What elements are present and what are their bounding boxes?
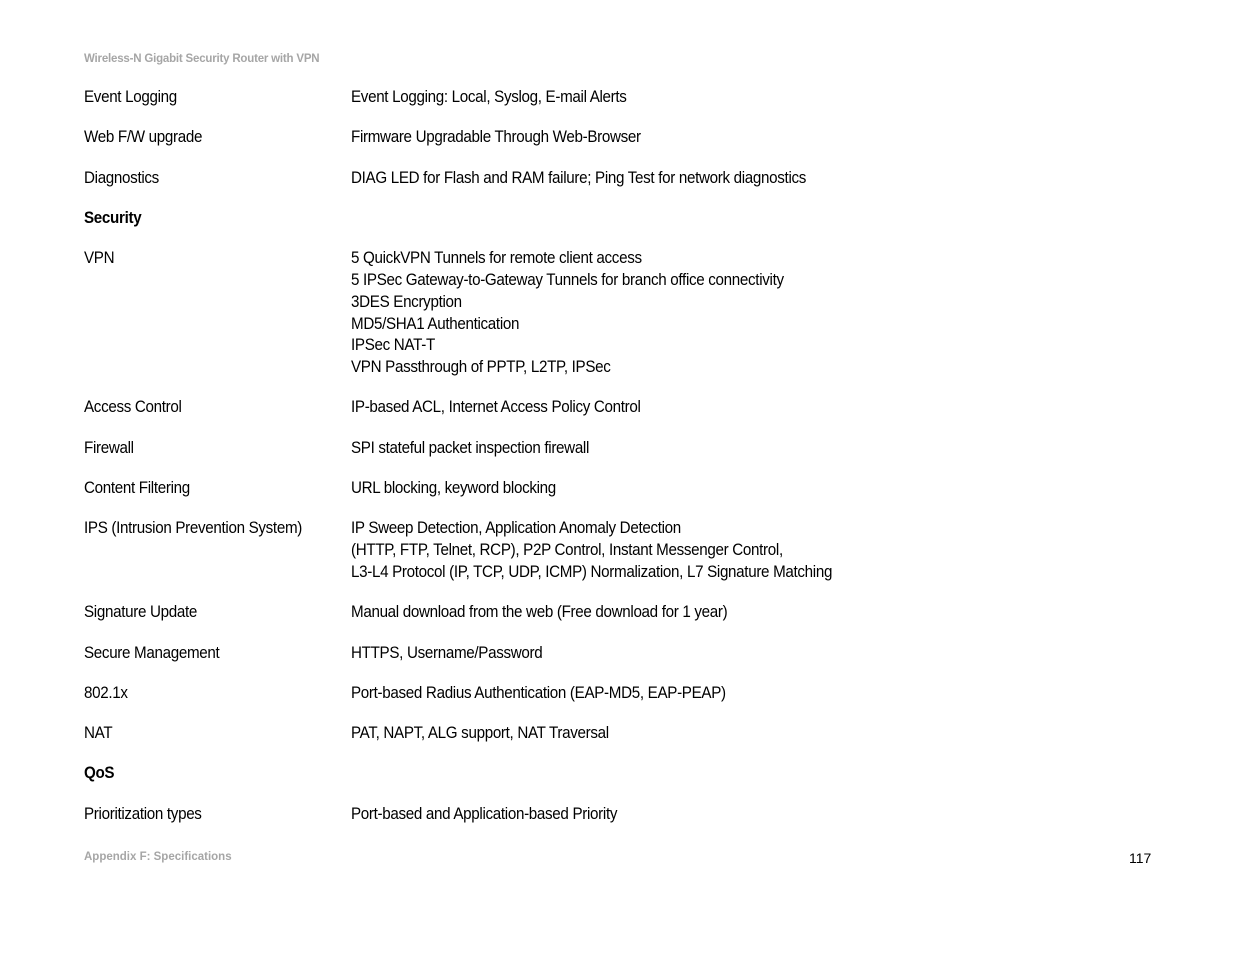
spec-value-line: IPSec NAT-T bbox=[351, 336, 435, 355]
spec-label: Event Logging bbox=[84, 88, 177, 106]
spec-value-line: DIAG LED for Flash and RAM failure; Ping Test for network diagnostics bbox=[351, 168, 807, 187]
spec-label: Secure Management bbox=[84, 643, 220, 662]
spec-label: Firewall bbox=[84, 438, 134, 457]
document-header: Wireless-N Gigabit Security Router with VPN bbox=[84, 53, 320, 65]
spec-value bbox=[351, 397, 1084, 419]
section-heading: Security bbox=[84, 208, 142, 227]
spec-label: Signature Update bbox=[84, 603, 198, 622]
spec-label: Access Control bbox=[84, 398, 182, 417]
spec-value-line: 5 IPSec Gateway-to-Gateway Tunnels for branch office connectivity bbox=[351, 270, 784, 289]
spec-row bbox=[84, 168, 1084, 190]
spec-label: NAT bbox=[84, 724, 113, 743]
spec-row bbox=[84, 248, 1084, 379]
spec-row bbox=[84, 723, 1084, 745]
page-number: 117 bbox=[1129, 850, 1152, 866]
specifications-table bbox=[84, 87, 1084, 844]
spec-value bbox=[351, 478, 1084, 500]
spec-value bbox=[351, 723, 1084, 745]
spec-value bbox=[351, 518, 1084, 583]
spec-label: Content Filtering bbox=[84, 479, 190, 498]
spec-value bbox=[351, 168, 1084, 190]
spec-value bbox=[351, 248, 1084, 379]
spec-row bbox=[84, 397, 1084, 419]
spec-value-line: HTTPS, Username/Password bbox=[351, 643, 543, 662]
spec-value-line: Manual download from the web (Free download for 1 year) bbox=[351, 603, 728, 622]
spec-value-line: URL blocking, keyword blocking bbox=[351, 479, 556, 498]
section-heading-row bbox=[84, 208, 1084, 230]
spec-value-line: 5 QuickVPN Tunnels for remote client access bbox=[351, 249, 642, 268]
spec-value-line: L3-L4 Protocol (IP, TCP, UDP, ICMP) Normalization, L7 Signature Matching bbox=[351, 562, 833, 581]
spec-row bbox=[84, 87, 1084, 109]
spec-row bbox=[84, 518, 1084, 583]
spec-row bbox=[84, 804, 1084, 826]
spec-value-line: IP Sweep Detection, Application Anomaly Detection bbox=[351, 519, 681, 538]
spec-row bbox=[84, 643, 1084, 665]
spec-value-line: IP-based ACL, Internet Access Policy Control bbox=[351, 398, 641, 417]
spec-label: Web F/W upgrade bbox=[84, 128, 203, 147]
spec-label: Diagnostics bbox=[84, 168, 159, 187]
spec-value-line: VPN Passthrough of PPTP, L2TP, IPSec bbox=[351, 358, 611, 377]
spec-value-line: Port-based Radius Authentication (EAP-MD5, EAP-PEAP) bbox=[351, 683, 726, 702]
spec-value-line: 3DES Encryption bbox=[351, 292, 462, 311]
spec-label: 802.1x bbox=[84, 683, 128, 702]
spec-value bbox=[351, 683, 1084, 705]
spec-value-line: MD5/SHA1 Authentication bbox=[351, 314, 520, 333]
spec-value bbox=[351, 438, 1084, 460]
spec-row bbox=[84, 602, 1084, 624]
spec-value bbox=[351, 804, 1084, 826]
spec-value bbox=[351, 602, 1084, 624]
spec-label: VPN bbox=[84, 249, 115, 268]
spec-row bbox=[84, 683, 1084, 705]
spec-value-line: (HTTP, FTP, Telnet, RCP), P2P Control, Instant Messenger Control, bbox=[351, 541, 783, 560]
spec-value-line: Port-based and Application-based Priority bbox=[351, 804, 618, 823]
spec-row bbox=[84, 478, 1084, 500]
section-heading-row bbox=[84, 763, 1084, 785]
spec-value bbox=[351, 87, 1084, 109]
spec-value-line: Firmware Upgradable Through Web-Browser bbox=[351, 128, 641, 147]
spec-value-line: SPI stateful packet inspection firewall bbox=[351, 438, 590, 457]
spec-value-line: PAT, NAPT, ALG support, NAT Traversal bbox=[351, 724, 609, 743]
spec-label: IPS (Intrusion Prevention System) bbox=[84, 519, 303, 538]
spec-value bbox=[351, 127, 1084, 149]
section-heading: QoS bbox=[84, 764, 115, 783]
spec-value bbox=[351, 643, 1084, 665]
spec-label: Prioritization types bbox=[84, 804, 202, 823]
spec-row bbox=[84, 438, 1084, 460]
spec-value-line: Event Logging: Local, Syslog, E-mail Alerts bbox=[351, 88, 627, 106]
footer-section-title: Appendix F: Specifications bbox=[84, 851, 232, 863]
spec-row bbox=[84, 127, 1084, 149]
